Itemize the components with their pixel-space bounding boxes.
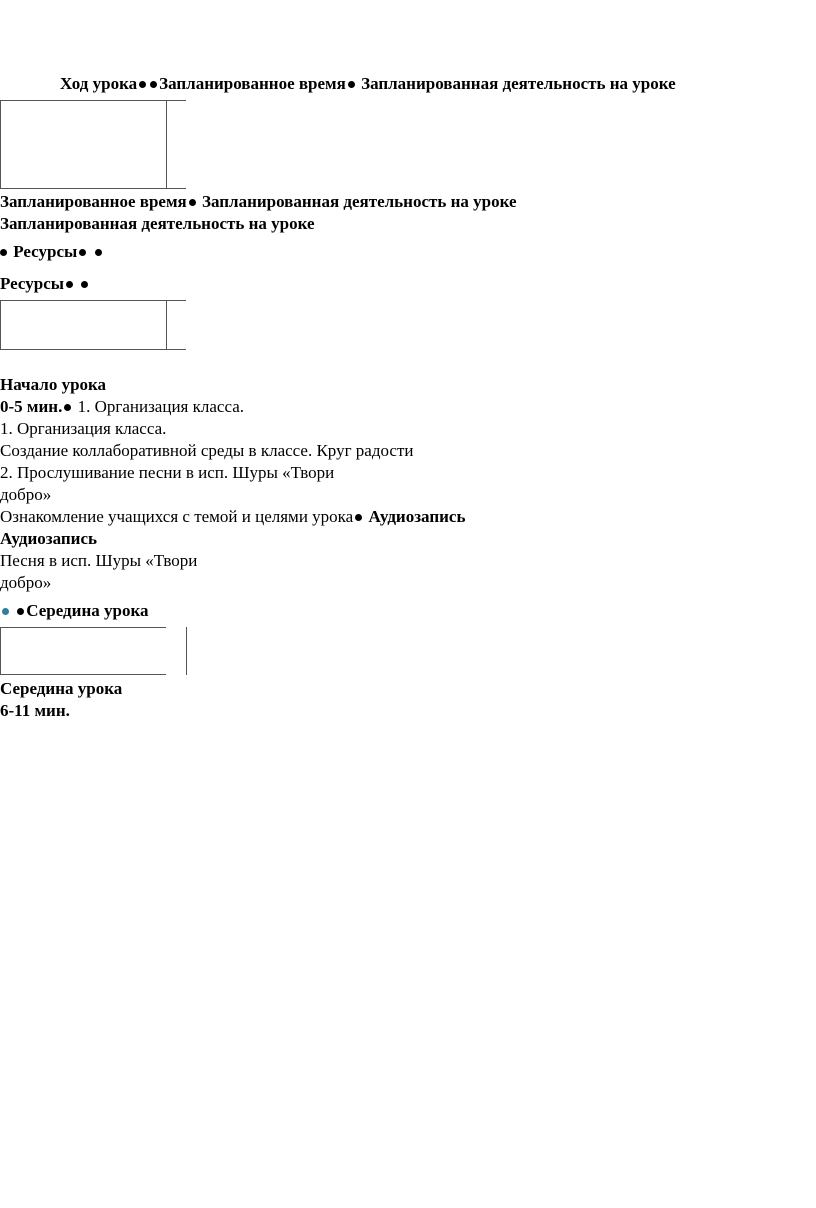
bullet-icon bbox=[0, 249, 7, 256]
bullet-icon bbox=[17, 608, 24, 615]
song-a: Песня в исп. Шуры «Твори bbox=[0, 551, 198, 570]
resources-label: Ресурсы bbox=[13, 242, 78, 261]
song-b: добро» bbox=[0, 573, 52, 592]
audio-label: Аудиозапись bbox=[0, 529, 97, 548]
audio-inline: Аудиозапись bbox=[368, 507, 466, 526]
bullet-icon bbox=[189, 199, 196, 206]
start-item2-desc-line bbox=[0, 506, 465, 528]
start-item2-desc: Ознакомление учащихся с темой и целями урока bbox=[0, 507, 354, 526]
middle-title: Середина урока bbox=[0, 679, 123, 698]
header-planned-time: Запланированное время bbox=[159, 74, 346, 93]
start-item1-inline: 1. Организация класса. bbox=[77, 397, 244, 416]
bullet-icon bbox=[2, 608, 9, 615]
middle-bullet-line bbox=[0, 600, 149, 622]
bullet-icon bbox=[139, 81, 146, 88]
start-item1: 1. Организация класса. bbox=[0, 419, 167, 438]
middle-time: 6-11 мин. bbox=[0, 701, 70, 720]
planned-activity-label: Запланированная деятельность на уроке bbox=[201, 192, 517, 211]
start-item2-b: добро» bbox=[0, 485, 52, 504]
bullet-icon bbox=[66, 281, 73, 288]
bullet-icon bbox=[95, 249, 102, 256]
bullet-icon bbox=[150, 81, 157, 88]
start-time: 0-5 мин. bbox=[0, 397, 63, 416]
planned-time-line bbox=[0, 191, 517, 213]
start-item2-a: 2. Прослушивание песни в исп. Шуры «Твори bbox=[0, 463, 335, 482]
start-item1-desc: Создание коллаборативной среды в классе. Круг радости bbox=[0, 441, 414, 460]
resources-label: Ресурсы bbox=[0, 274, 65, 293]
bullet-icon bbox=[355, 514, 362, 521]
planned-time-label: Запланированное время bbox=[0, 192, 187, 211]
bullet-icon bbox=[64, 404, 71, 411]
header-row bbox=[60, 74, 676, 94]
bullet-icon bbox=[81, 281, 88, 288]
start-time-line bbox=[0, 396, 244, 418]
resources-line-2 bbox=[0, 273, 90, 295]
resources-line-1 bbox=[0, 241, 104, 263]
start-title: Начало урока bbox=[0, 375, 107, 394]
bullet-icon bbox=[348, 81, 355, 88]
header-lesson-course: Ход урока bbox=[60, 74, 138, 93]
planned-activity-line: Запланированная деятельность на уроке bbox=[0, 214, 315, 233]
middle-bullet-title: Середина урока bbox=[26, 601, 149, 620]
header-planned-activity: Запланированная деятельность на уроке bbox=[361, 74, 676, 93]
bullet-icon bbox=[79, 249, 86, 256]
